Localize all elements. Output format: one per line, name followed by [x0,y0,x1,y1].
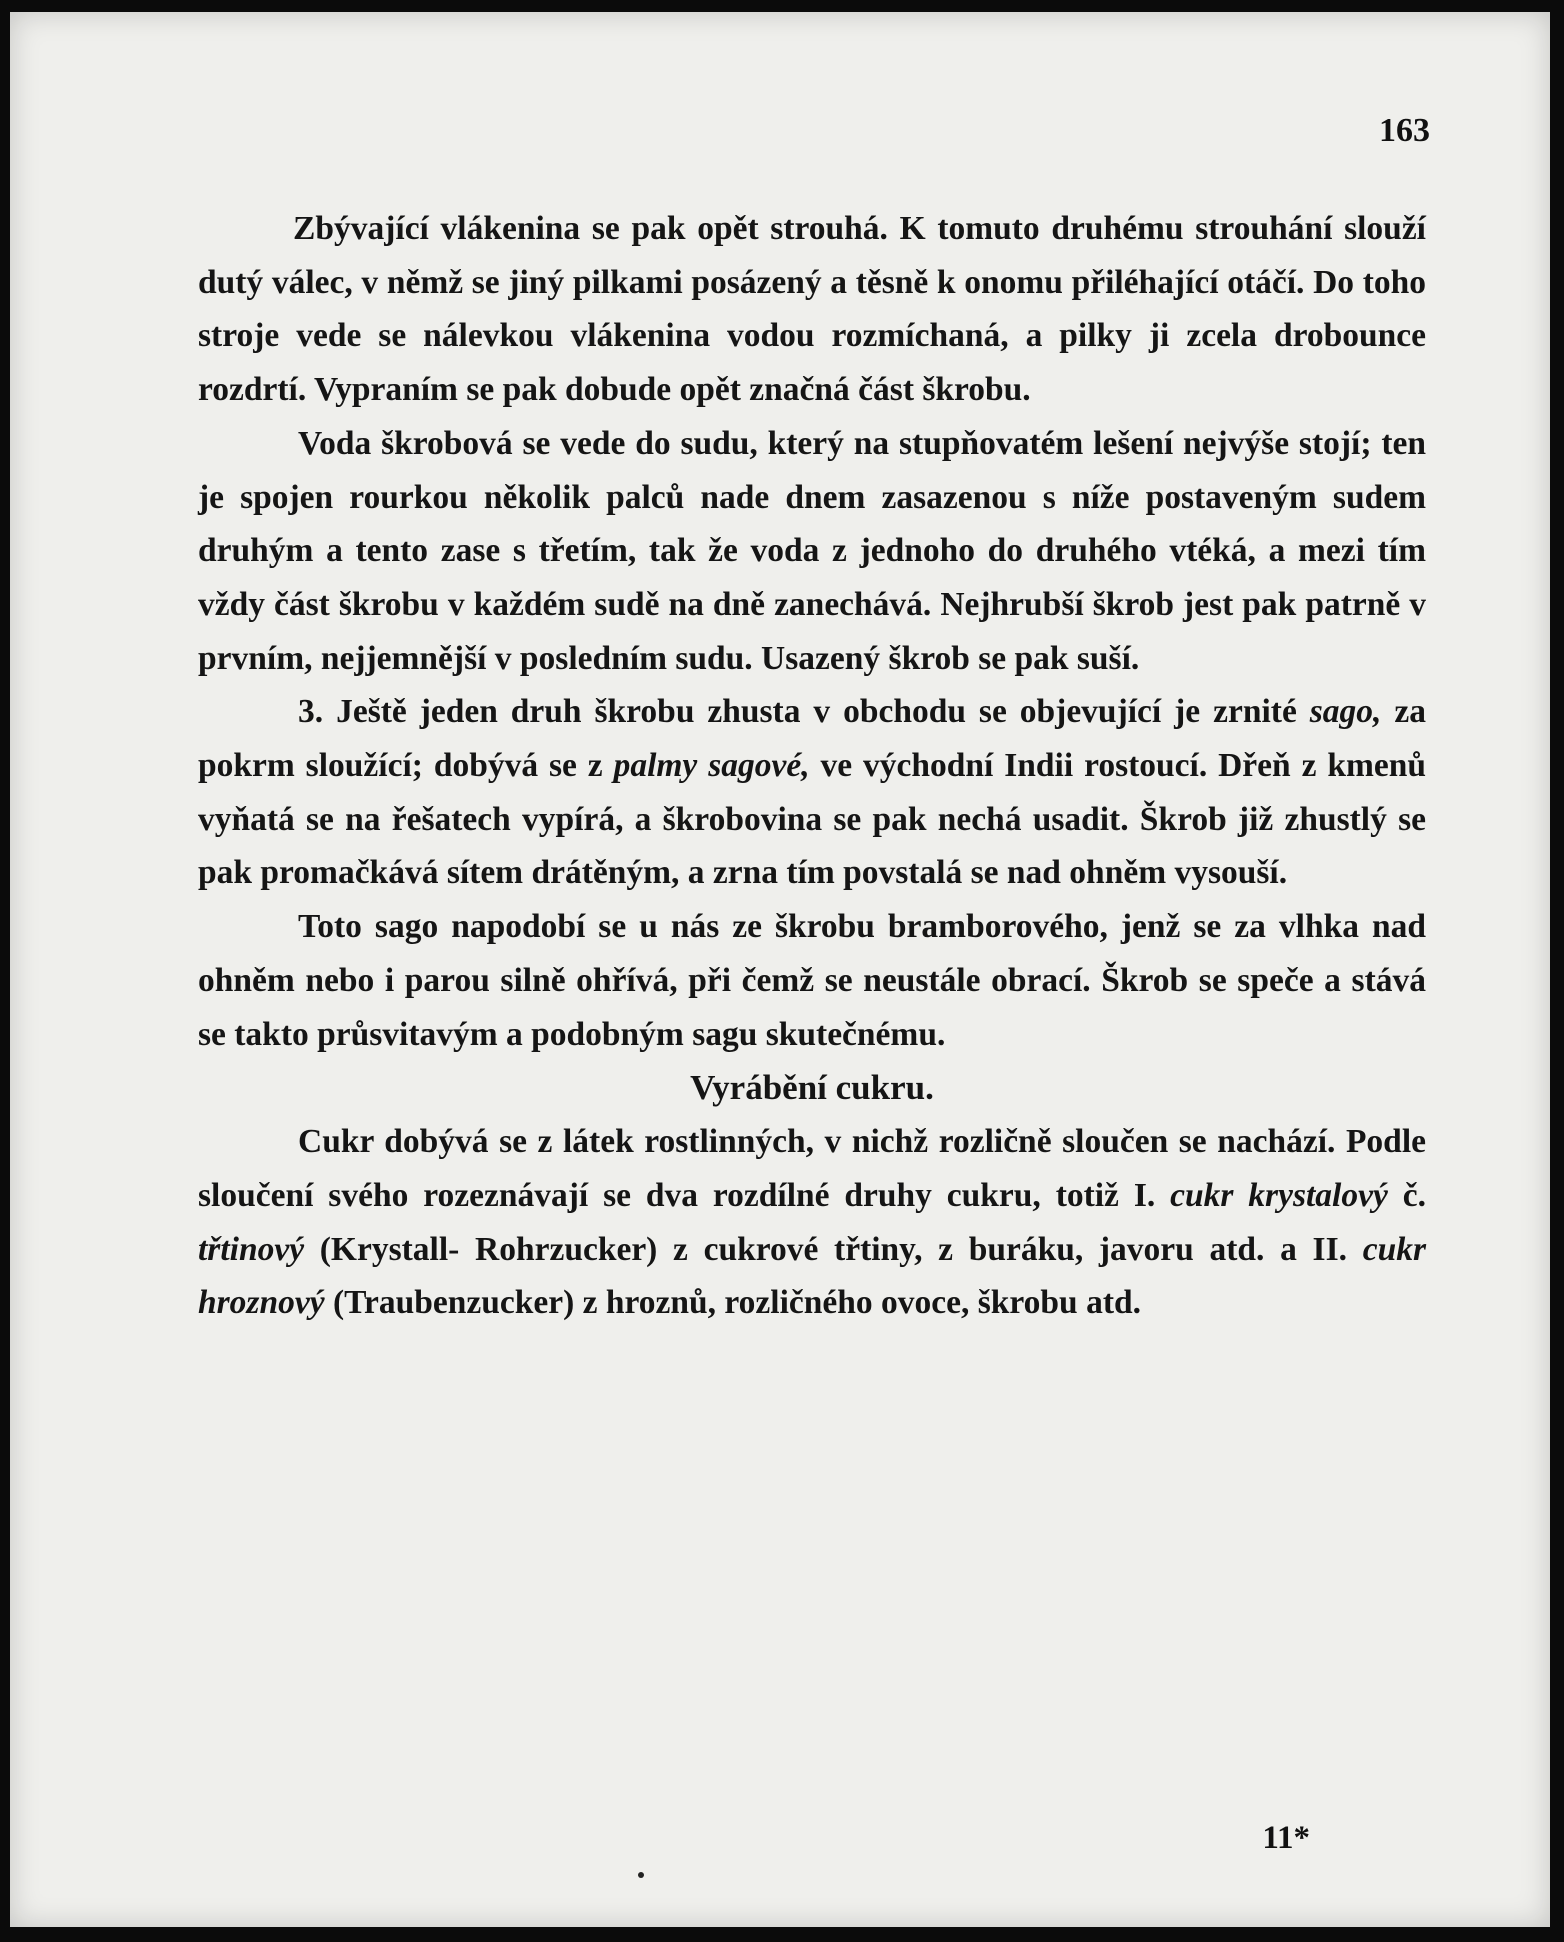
paragraph-5-text-a: Cukr dobývá se z látek rostlinných, v nichž rozličně sloučen se nachází. Podle sloučení svého rozeznávají se dva rozdílné druhy cukru, totiž I. [198,1123,1426,1214]
paragraph-1: Zbývající vlákenina se pak opět strouhá. K tomuto druhému strouhání slouží dutý válec, v němž se jiný pilkami posázený a těsně k onomu přiléhající otáčí. Do toho stroje vede se nálevkou vlákenina vodou rozmíchaná, a pilky ji zcela drobounce rozdrtí. Vypraním se pak dobude opět značná část škrobu. [198,210,1426,409]
paragraph-5-text-d: (Traubenzucker) z hroznů, rozličného ovoce, škrobu atd. [324,1284,1141,1322]
signature-mark: 11* [1262,1820,1310,1856]
paragraph-2: Voda škrobová se vede do sudu, který na stupňovatém lešení nejvýše stojí; ten je spojen rourkou několik palců nade dnem zasazenou s níže postaveným sudem druhým a tento zase s třetím, tak že voda z jednoho do druhého vtéká, a mezi tím vždy část škrobu v každém sudě na dně zanechává. Nejhrubší škrob jest pak patrně v prvním, nejjemnější v posledním sudu. Usazený škrob se pak suší. [198,424,1426,677]
section-heading: Vyrábění cukru. [690,1068,934,1108]
paragraph-3-text-b: za pokrm sloužící; dobývá se z [198,693,1426,785]
term-cukr-krystalovy: cukr krystalový [1170,1176,1388,1214]
page-number: 163 [1379,112,1430,149]
paragraph-3 [198,685,1426,900]
paragraph-3-text-c: ve východní Indii rostoucí. Dřeň z kmenů vyňatá se na řešatech vypírá, a škrobovina se pak nechá usadit. Škrob již zhustlý se pak promačkává sítem drátěným, a zrna tím povstalá se nad ohněm vysouší. [198,747,1427,892]
paragraph-5 [198,1115,1426,1330]
term-cukr-hroznovy: cukr hroznový [198,1230,1426,1322]
term-palmy-sagove: palmy sagové, [613,747,810,785]
paragraph-3-text-a: Ještě jeden druh škrobu zhusta v obchodu se objevující je zrnité [336,693,1310,731]
term-trtinovy: třtinový [198,1230,305,1268]
paragraph-4: Toto sago napodobí se u nás ze škrobu bramborového, jenž se za vlhka nad ohněm nebo i parou silně ohřívá, při čemž se neustále obrací. Škrob se speče a stává se takto průsvitavým a podobným sagu skutečnému. [198,908,1426,1053]
ink-speck [638,1872,644,1878]
paragraph-5-text-c: (Krystall- Rohrzucker) z cukrové třtiny, z buráku, javoru atd. a II. [304,1230,1363,1268]
paragraph-number: 3. [298,693,324,731]
book-page [10,12,1550,1927]
paragraph-5-text-b: č. [1387,1176,1426,1214]
term-sago: sago, [1309,693,1382,731]
page-body [198,202,1426,1330]
